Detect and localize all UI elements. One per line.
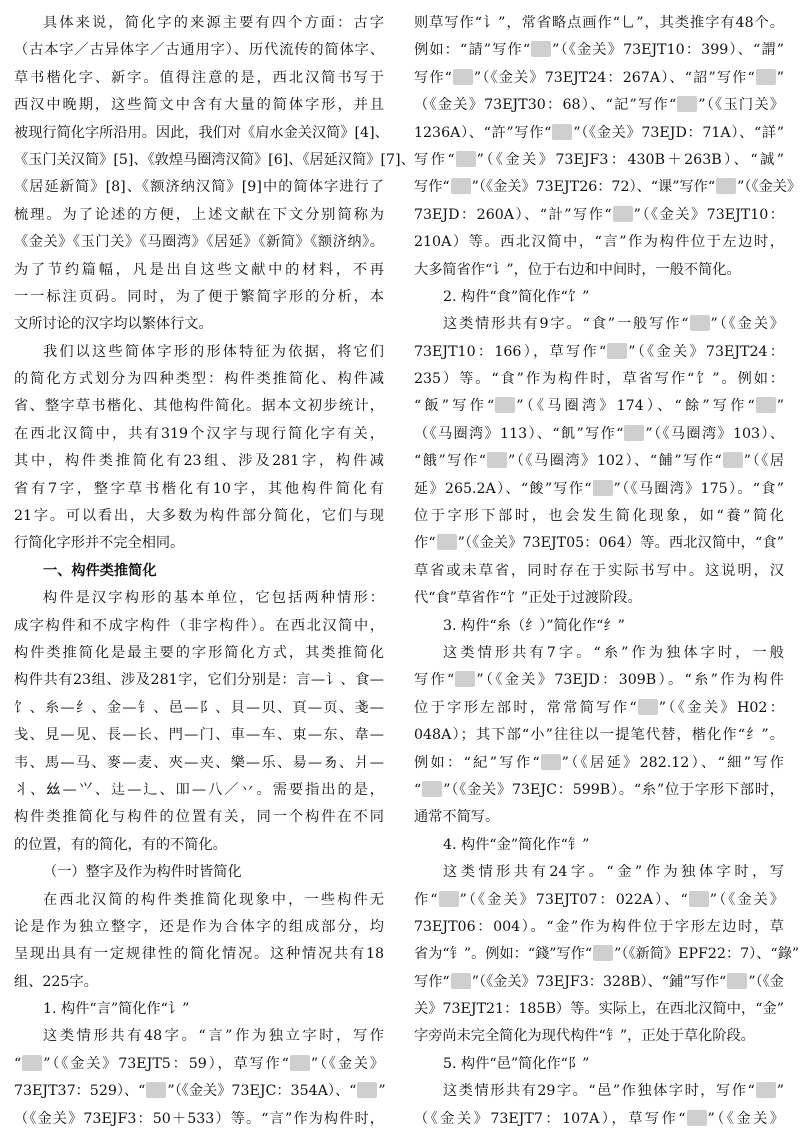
text-line: 关》73EJT21：185B）等。实际上，在西北汉简中，“金”: [414, 1001, 784, 1018]
text-line: 论是作为独立整字，还是作为合体字的组成部分，均: [14, 918, 384, 935]
text-line: “ ”（《金关》73EJC：599B）。“糸”位于字形下部时，: [414, 781, 784, 798]
handwritten-glyph-image: [437, 534, 457, 550]
subsection-heading: 4. 构件“金”简化作“钅”: [443, 836, 590, 853]
handwritten-glyph-image: [290, 1055, 310, 1071]
handwritten-glyph-image: [495, 397, 515, 413]
handwritten-glyph-image: [552, 124, 572, 140]
text-line: 在西北汉简的构件类推简化现象中，一些构件无: [43, 891, 384, 908]
text-line: 73EJD：260A）、“計”写作“ ”（《金关》73EJT10：: [414, 206, 784, 223]
text-line: 写作“ ”（《金关》73EJF3：328B）、“鋪”写作“ ”（《金: [414, 973, 784, 990]
text-line: （古本字／古异体字／古通用字）、历代流传的简体字、: [14, 42, 384, 59]
text-line: 丬、𢆶—𭕄、𨑒—辶、吅—八／丷。需要指出的是，: [14, 781, 384, 798]
text-line: 省有7字，整字草书楷化有10字，其他构件简化有: [14, 480, 384, 497]
text-line: 呈现出具有一定规律性的简化情况。这种情况共有18: [14, 946, 384, 963]
text-line: 《玉门关汉简》[5]、《敦煌马圈湾汉简》[6]、《居延汉简》[7]、: [14, 151, 415, 168]
text-line: 为了节约篇幅，凡是出自这些文献中的材料，不再: [14, 261, 384, 278]
text-line: 这类情形共有48字。“言”作为独立字时，写作: [43, 1028, 384, 1045]
text-line: 21字。可以看出，大多数为构件部分简化，它们与现: [14, 508, 384, 525]
handwritten-glyph-image: [22, 1055, 42, 1071]
handwritten-glyph-image: [613, 206, 633, 222]
text-line: 延》265.2A）、“餕”写作“ ”（《马圈湾》175）。“食”: [414, 480, 784, 497]
text-line: 210A）等。西北汉简中，“言”作为构件位于左边时，: [414, 234, 784, 251]
handwritten-glyph-image: [541, 754, 561, 770]
handwritten-glyph-image: [607, 343, 627, 359]
text-line: 则草写作“讠”，常省略点画作“乚”，其类推字有48个。: [414, 15, 784, 31]
text-line: 作“ ”（《金关》73EJT07：022A）、“ ”（《金关》: [414, 891, 784, 908]
handwritten-glyph-image: [357, 1082, 377, 1098]
right-column: [414, 10, 801, 1133]
handwritten-glyph-image: [687, 1110, 707, 1126]
handwritten-glyph-image: [756, 1082, 776, 1098]
text-line: 写作“ ”（《金关》73EJT24：267A）、“詔”写作“ ”: [414, 69, 784, 86]
handwritten-glyph-image: [455, 671, 475, 687]
text-line: （《马圈湾》113）、“飢”写作“ ”（《马圈湾》103）、: [414, 425, 784, 442]
text-line: 写作“ ”（《金关》73EJD：309B）。“糸”作为构件: [414, 672, 784, 689]
handwritten-glyph-image: [689, 891, 709, 907]
text-line: 被现行简化字所沿用。因此，我们对《肩水金关汉简》[4]、: [14, 124, 389, 141]
text-line: （《金关》73EJT7：107A），草写作“ ”（《金关》: [414, 1110, 784, 1127]
text-line: 73EJT10：166），草写作“ ”（《金关》73EJT24：: [414, 343, 784, 360]
text-line: 73EJT37：529）、“ ”（《金关》73EJC：354A）、“ ”: [14, 1083, 386, 1100]
text-line: 代“食”草省作“饣”正处于过渡阶段。: [414, 590, 642, 607]
text-line: 这类情形共有24字。“金”作为独体字时，写: [443, 864, 784, 881]
text-line: 字旁尚未完全简化为现代构件“钅”，正处于草化阶段。: [414, 1028, 755, 1045]
text-line: 在西北汉简中，共有319个汉字与现行简化字有关，: [14, 425, 384, 442]
text-line: 通常不简写。: [414, 809, 500, 826]
text-line: 行简化字形并不完全相同。: [14, 535, 185, 552]
text-line: 235）等。“食”作为构件时，草省写作“饣”。例如：: [414, 371, 784, 388]
text-line: 的位置，有的简化，有的不简化。: [14, 836, 227, 853]
text-line: 具体来说，简化字的来源主要有四个方面：古字: [43, 15, 384, 31]
handwritten-glyph-image: [716, 178, 736, 194]
handwritten-glyph-image: [677, 96, 697, 112]
subsection-heading: （一）整字及作为构件时皆简化: [43, 864, 242, 881]
subsection-heading: 1. 构件“言”简化作“讠”: [43, 1001, 190, 1018]
handwritten-glyph-image: [451, 178, 471, 194]
text-line: 写作“ ”（《金关》73EJF3：430B＋263B）、“誠”: [414, 151, 784, 168]
text-line: 写作“ ”（《金关》73EJT26：72）、“课”写作“ ”（《金关》: [414, 179, 801, 196]
text-line: 这类情形共有9字。“食”一般写作“ ”（《金关》: [443, 316, 784, 333]
text-line: 这类情形共有7字。“糸”作为独体字时，一般: [443, 644, 784, 661]
text-line: 组、225字。: [14, 973, 98, 990]
handwritten-glyph-image: [593, 945, 613, 961]
handwritten-glyph-image: [439, 891, 459, 907]
text-line: 我们以这些简体字形的形体特征为依据，将它们: [43, 343, 384, 360]
text-line: 位于字形下部时，也会发生简化现象，如“養”简化: [414, 508, 784, 525]
text-line: 西汉中晚期，这些简文中含有大量的简体字形，并且: [14, 97, 384, 114]
handwritten-glyph-image: [487, 452, 507, 468]
text-line: “餓”写作“ ”（《马圈湾》102）、“餔”写作“ ”（《居: [414, 453, 785, 470]
text-line: 《金关》《玉门关》《马圈湾》《居延》《新简》《额济纳》。: [14, 234, 384, 251]
text-line: （《金关》73EJF3：50＋533）等。“言”作为构件时，: [14, 1110, 384, 1127]
subsection-heading: 2. 构件“食”简化作“饣”: [443, 288, 590, 305]
text-line: 一一标注页码。同时，为了便于繁简字形的分析，本: [14, 288, 384, 305]
text-line: 这类情形共有29字。“邑”作独体字时，写作“ ”: [443, 1083, 784, 1100]
text-line: 省为“钅”。例如：“錢”写作“ ”（《新简》EPF22：7）、“錄”: [414, 946, 800, 963]
text-line: 草书楷化字、新字。值得注意的是，西北汉简书写于: [14, 69, 384, 86]
text-line: 构件是汉字构形的基本单位，它包括两种情形：: [43, 590, 384, 607]
handwritten-glyph-image: [723, 452, 743, 468]
text-line: 饣、糸—纟、金—钅、邑—阝、貝—贝、頁—页、戔—: [14, 699, 384, 716]
text-line: 《居延新简》[8]、《额济纳汉简》[9]中的简体字进行了: [14, 179, 384, 196]
text-line: 048A）；其下部“小”往往以一提笔代替，楷化作“纟”。: [414, 727, 784, 744]
text-line: 韦、馬—马、麥—麦、夾—夹、樂—乐、昜—𠃓、爿—: [14, 754, 384, 771]
handwritten-glyph-image: [727, 973, 747, 989]
text-line: 成字构件和不成字构件（非字构件）。在西北汉简中，: [14, 617, 384, 634]
left-column: [14, 10, 415, 1133]
text-line: （《金关》73EJT30：68）、“記”写作“ ”（《玉门关》: [414, 97, 784, 114]
text-line: 构件共有23组、涉及281字，它们分别是：言—讠、食—: [14, 672, 384, 689]
handwritten-glyph-image: [422, 781, 442, 797]
handwritten-glyph-image: [451, 973, 471, 989]
text-line: “ ”（《金关》73EJT5：59），草写作“ ”（《金关》: [14, 1055, 384, 1072]
text-line: 73EJT06：004）。“金”作为构件位于字形左边时，草: [414, 918, 784, 935]
handwritten-glyph-image: [456, 151, 476, 167]
text-line: 作“ ”（《金关》73EJT05：064）等。西北汉简中，“食”: [414, 535, 784, 552]
text-line: 构件类推简化与构件的位置有关，同一个构件在不同: [14, 809, 384, 826]
handwritten-glyph-image: [593, 480, 613, 496]
handwritten-glyph-image: [756, 69, 776, 85]
handwritten-glyph-image: [624, 425, 644, 441]
subsection-heading: 3. 构件“糸（纟）”简化作“纟”: [443, 617, 625, 634]
text-line: 1236A）、“許”写作“ ”（《金关》73EJD：71A）、“詳”: [414, 124, 785, 141]
handwritten-glyph-image: [690, 315, 710, 331]
text-line: 梳理。为了论述的方便，上述文献在下文分别简称为: [14, 206, 384, 223]
text-line: 构件类推简化是最主要的字形简化方式，其类推简化: [14, 644, 384, 661]
section-heading: 一、构件类推简化: [43, 562, 157, 579]
text-line: 其中，构件类推简化有23组、涉及281字，构件减: [14, 453, 384, 470]
text-line: 位于字形左部时，常常简写作“ ”（《金关》H02：: [414, 699, 784, 716]
text-line: 文所讨论的汉字均以繁体行文。: [14, 316, 213, 333]
handwritten-glyph-image: [756, 397, 776, 413]
handwritten-glyph-image: [638, 699, 658, 715]
text-line: 的简化方式划分为四种类型：构件类推简化、构件减: [14, 371, 384, 388]
text-line: 例如：“紀”写作“ ”（《居延》282.12）、“細”写作: [414, 754, 784, 771]
handwritten-glyph-image: [453, 69, 473, 85]
text-line: “飯”写作“ ”（《马圈湾》174）、“餘”写作“ ”: [414, 398, 784, 415]
text-line: 省、整字草书楷化、其他构件简化。据本文初步统计，: [14, 398, 384, 415]
subsection-heading: 5. 构件“邑”简化作“阝”: [443, 1055, 590, 1072]
text-line: 草省或未草省，同时存在于实际书写中。这说明，汉: [414, 562, 784, 579]
handwritten-glyph-image: [531, 41, 551, 57]
text-line: 例如：“請”写作“ ”（《金关》73EJT10：399）、“謂”: [414, 42, 785, 59]
text-line: 大多简省作“讠”，位于右边和中间时，一般不简化。: [414, 261, 741, 278]
handwritten-glyph-image: [146, 1082, 166, 1098]
text-line: 戋、見—见、長—长、門—门、車—车、東—东、韋—: [14, 727, 384, 744]
